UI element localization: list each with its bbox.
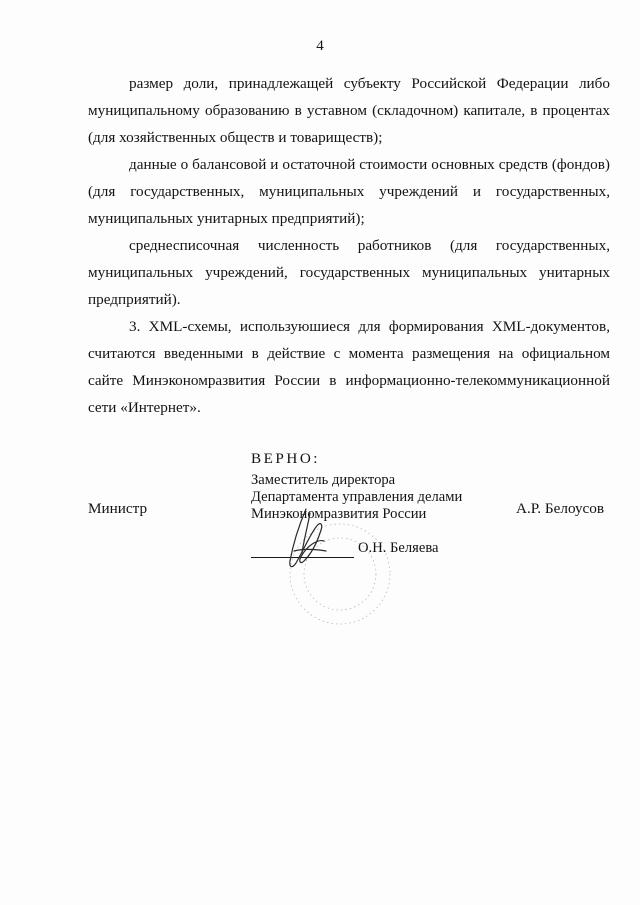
paragraph-asset-value: данные о балансовой и остаточной стоимости основных средств (фондов) (для государственных, муниципальных учреждений и государственных, муниципальных унитарных предприятий); [88,156,610,227]
minister-name: А.Р. Белоусов [516,500,605,517]
certification-position: Заместитель директора [251,472,396,488]
certifier-name: О.Н. Беляева [358,540,439,556]
minister-title: Министр [88,500,148,517]
handwritten-signature [280,505,340,575]
paragraph-share-size: размер доли, принадлежащей субъекту Российской Федерации либо муниципальному образованию в уставном (складочном) капитале, в процентах (для хозяйственных обществ и товариществ); [88,75,610,146]
certification-department: Департамента управления делами [251,489,463,505]
paragraph-headcount: среднесписочная численность работников (для государственных, муниципальных учреждений, государственных муниципальных унитарных предприятий). [88,237,610,308]
page-number: 4 [316,38,324,54]
certification-ministry: Минэкономразвития России [251,506,427,522]
paragraph-xml-schemas: 3. XML-схемы, используюшиеся для формирования XML-документов, считаются введенными в действие с момента размещения на официальном сайте Минэкономразвития России в информационно-телекоммуникационной сети «Интернет». [88,318,610,416]
certification-title: ВЕРНО: [251,450,321,467]
